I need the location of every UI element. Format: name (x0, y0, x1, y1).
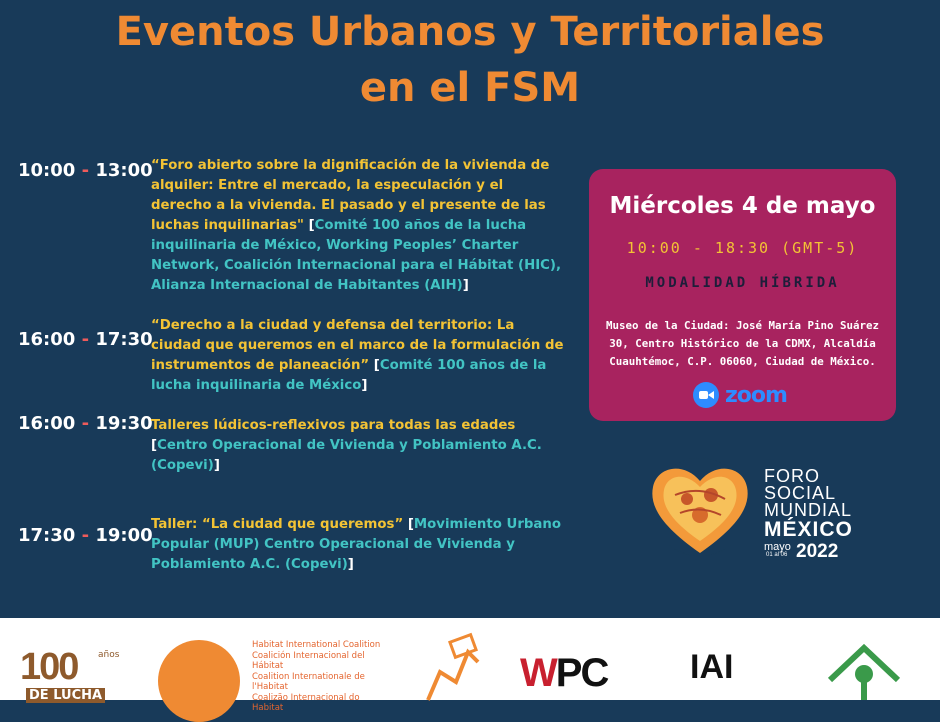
bracket-open: [ (303, 218, 315, 233)
house-tree-logo (826, 640, 902, 700)
hic-line: Coalition Internationale de l'Habitat (252, 671, 365, 692)
fsm-country: MÉXICO (764, 518, 853, 541)
event-time (18, 525, 153, 547)
event-mode: MODALIDAD HÍBRIDA (645, 275, 840, 291)
fsm-date-block (764, 541, 853, 563)
event-time (18, 413, 153, 435)
time-end: 19:30 (95, 413, 153, 434)
fsm-line-2: SOCIAL (764, 483, 837, 503)
hic-line: Coalición Internacional del Hábitat (252, 650, 365, 671)
event-time (18, 329, 153, 351)
bracket-close: ] (361, 378, 368, 393)
bracket-open: [ (403, 517, 414, 532)
time-end: 19:00 (95, 525, 153, 546)
event-date: Miércoles 4 de mayo (609, 193, 876, 219)
figure-logo (418, 632, 488, 702)
event-description (151, 515, 566, 575)
iai-text: IAI (690, 648, 734, 686)
hic-line: Habitat International Coalition (252, 640, 381, 650)
fsm-month: mayo (764, 541, 791, 553)
event-title: Talleres lúdicos-reflexivos para todas las edades (151, 418, 516, 433)
bracket-open: [ (369, 358, 380, 373)
time-dash: - (81, 160, 90, 181)
zoom-wordmark: zoom (725, 382, 787, 408)
fsm-year: 2022 (796, 541, 839, 562)
wpc-logo (520, 651, 607, 696)
bracket-close: ] (213, 458, 220, 473)
event-organizers: Comité 100 años de la lucha inquilinaria de México (151, 358, 547, 393)
event-title: “Derecho a la ciudad y defensa del territorio: La ciudad que queremos en el marco de la formulación de instrumentos de planeación” (151, 318, 564, 373)
time-start: 17:30 (18, 525, 76, 546)
lucha-number: 100 (20, 646, 78, 688)
fsm-heart-logo (645, 455, 755, 560)
wpc-w: W (520, 651, 556, 695)
fsm-wordmark (764, 468, 853, 563)
event-description (151, 416, 566, 476)
zoom-logo (693, 381, 787, 409)
lucha-anos: años (98, 650, 120, 660)
event-time (18, 160, 153, 182)
title-line-2: en el FSM (359, 65, 581, 111)
event-organizers: Centro Operacional de Vivienda y Poblamiento A.C. (Copevi) (151, 438, 542, 473)
time-end: 13:00 (95, 160, 153, 181)
event-info-card (589, 169, 896, 421)
event-description (151, 316, 566, 396)
event-organizers: Comité 100 años de la lucha inquilinaria de México, Working Peoples’ Charter Network, Coalición Internacional para el Hábitat (HIC), Alianza Internacional de Habitantes (AIH) (151, 218, 562, 293)
event-title: Taller: “La ciudad que queremos” (151, 517, 404, 532)
event-title: “Foro abierto sobre la dignificación de la vivienda de alquiler: Entre el mercado, la especulación y el derecho a la vivienda. El pasado y el presente de las luchas inquilinarias" (151, 158, 550, 233)
time-end: 17:30 (95, 329, 153, 350)
event-time-range: 10:00 - 18:30 (GMT-5) (626, 239, 859, 257)
event-organizers: Movimiento Urbano Popular (MUP) Centro Operacional de Vivienda y Poblamiento A.C. (Copevi) (151, 517, 561, 572)
page-title (0, 4, 940, 116)
time-dash: - (81, 525, 90, 546)
zoom-camera-icon (693, 382, 719, 408)
time-dash: - (81, 413, 90, 434)
hic-line: Coalizão Internacional do Habitat (252, 692, 360, 713)
time-start: 16:00 (18, 329, 76, 350)
fsm-days: 01 al 06 (766, 552, 788, 558)
iai-logo (690, 648, 733, 687)
event-description (151, 156, 566, 296)
hic-text (252, 640, 392, 714)
hic-circle-logo (158, 640, 240, 722)
lucha-inquilinaria-logo (18, 646, 133, 706)
bracket-open: [ (151, 438, 158, 453)
time-start: 16:00 (18, 413, 76, 434)
title-line-1: Eventos Urbanos y Territoriales (115, 9, 825, 55)
event-address: Museo de la Ciudad: José María Pino Suárez 30, Centro Histórico de la CDMX, Alcaldía Cuauhtémoc, C.P. 06060, Ciudad de México. (605, 319, 879, 368)
bracket-close: ] (462, 278, 469, 293)
sponsor-logos-bar (0, 618, 940, 713)
fsm-line-3: MUNDIAL (764, 500, 853, 520)
time-dash: - (81, 329, 90, 350)
bracket-close: ] (347, 557, 354, 572)
fsm-line-1: FORO (764, 466, 820, 486)
lucha-text: DE LUCHA (26, 688, 105, 703)
time-start: 10:00 (18, 160, 76, 181)
wpc-rest: PC (555, 651, 608, 695)
